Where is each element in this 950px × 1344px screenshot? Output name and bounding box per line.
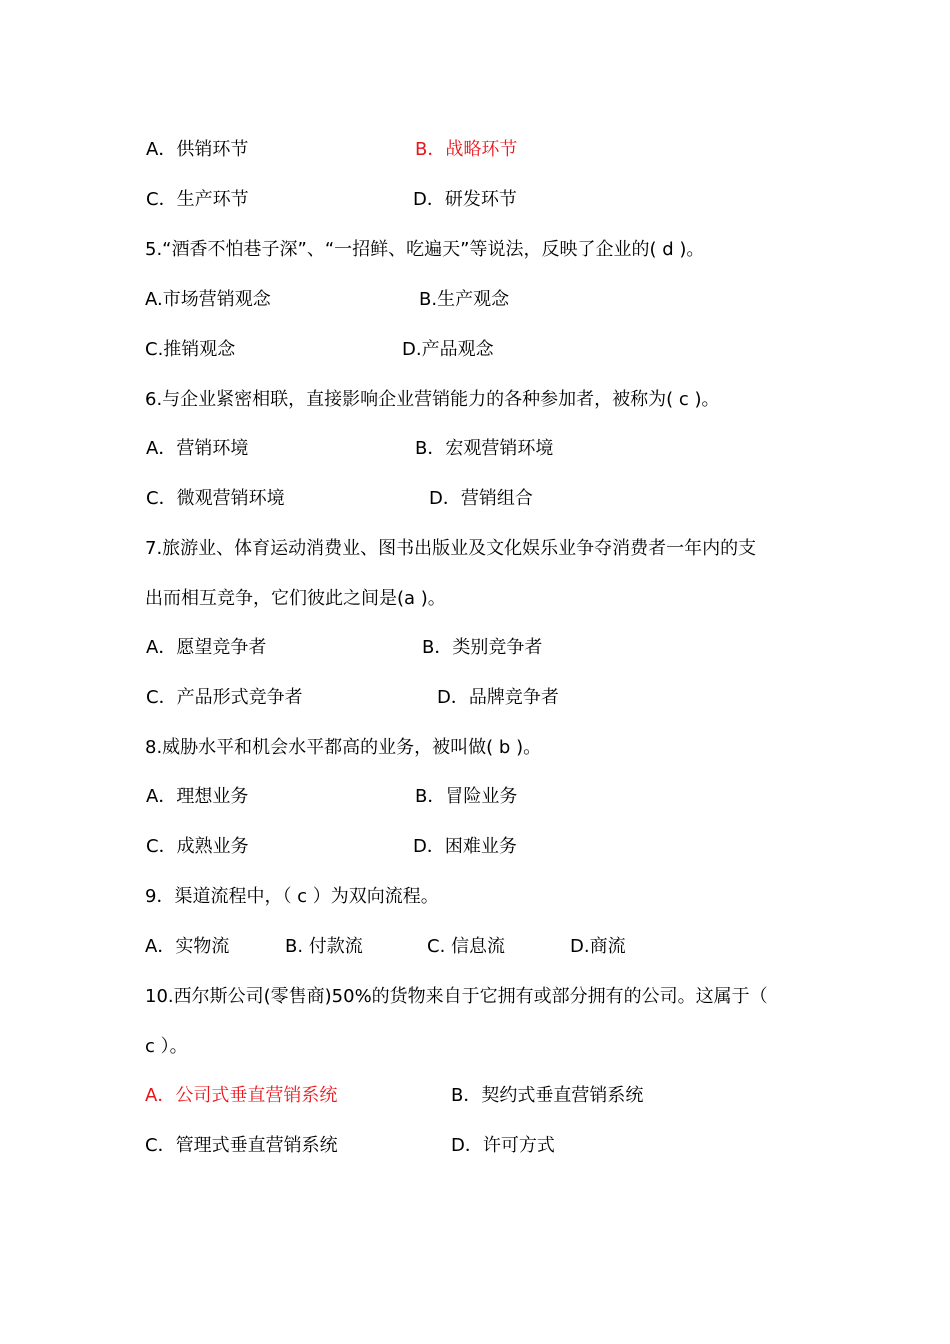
q5-text: 5.“酒香不怕巷子深”、“一招鲜、吃遍天”等说法，反映了企业的( d )。 [145,239,705,260]
q4-option-a: A．供销环节 [146,139,249,160]
q6-option-b: B．宏观营销环境 [415,438,554,459]
q6-option-a: A．营销环境 [146,438,249,459]
q7-option-c: C．产品形式竞争者 [146,687,303,708]
q10-option-a: A．公司式垂直营销系统 [145,1085,338,1106]
q8-option-d: D．困难业务 [413,836,517,857]
q10-option-c: C．管理式垂直营销系统 [145,1135,338,1156]
q9-option-b: B. 付款流 [285,936,363,957]
q5-option-b: B.生产观念 [419,289,510,310]
q8-option-b: B．冒险业务 [415,786,518,807]
q6-text: 6.与企业紧密相联，直接影响企业营销能力的各种参加者，被称为( c )。 [145,389,720,410]
q7-text-line1: 7.旅游业、体育运动消费业、图书出版业及文化娱乐业争夺消费者一年内的支 [145,538,757,559]
q7-option-a: A．愿望竞争者 [146,637,267,658]
q6-option-c: C．微观营销环境 [146,488,285,509]
q4-option-c: C．生产环节 [146,189,249,210]
q9-option-d: D.商流 [570,936,626,957]
q9-option-a: A．实物流 [145,936,230,957]
q8-text: 8.威胁水平和机会水平都高的业务，被叫做( b )。 [145,737,542,758]
q5-option-d: D.产品观念 [402,339,494,360]
q4-option-b: B．战略环节 [415,139,518,160]
q7-text-line2: 出而相互竞争，它们彼此之间是(a )。 [145,588,446,609]
q8-option-a: A．理想业务 [146,786,249,807]
q7-option-b: B．类别竞争者 [422,637,543,658]
q5-option-a: A.市场营销观念 [145,289,271,310]
q7-option-d: D．品牌竞争者 [437,687,559,708]
q9-option-c: C. 信息流 [427,936,506,957]
q10-text-line2: c ）。 [145,1036,188,1057]
q10-option-d: D．许可方式 [451,1135,555,1156]
q4-option-d: D．研发环节 [413,189,517,210]
q10-option-b: B．契约式垂直营销系统 [451,1085,644,1106]
q6-option-d: D．营销组合 [429,488,533,509]
q8-option-c: C．成熟业务 [146,836,249,857]
q5-option-c: C.推销观念 [145,339,236,360]
q10-text-line1: 10.西尔斯公司(零售商)50%的货物来自于它拥有或部分拥有的公司。这属于（ [145,986,768,1007]
q9-text: 9．渠道流程中，（ c ）为双向流程。 [145,886,439,907]
